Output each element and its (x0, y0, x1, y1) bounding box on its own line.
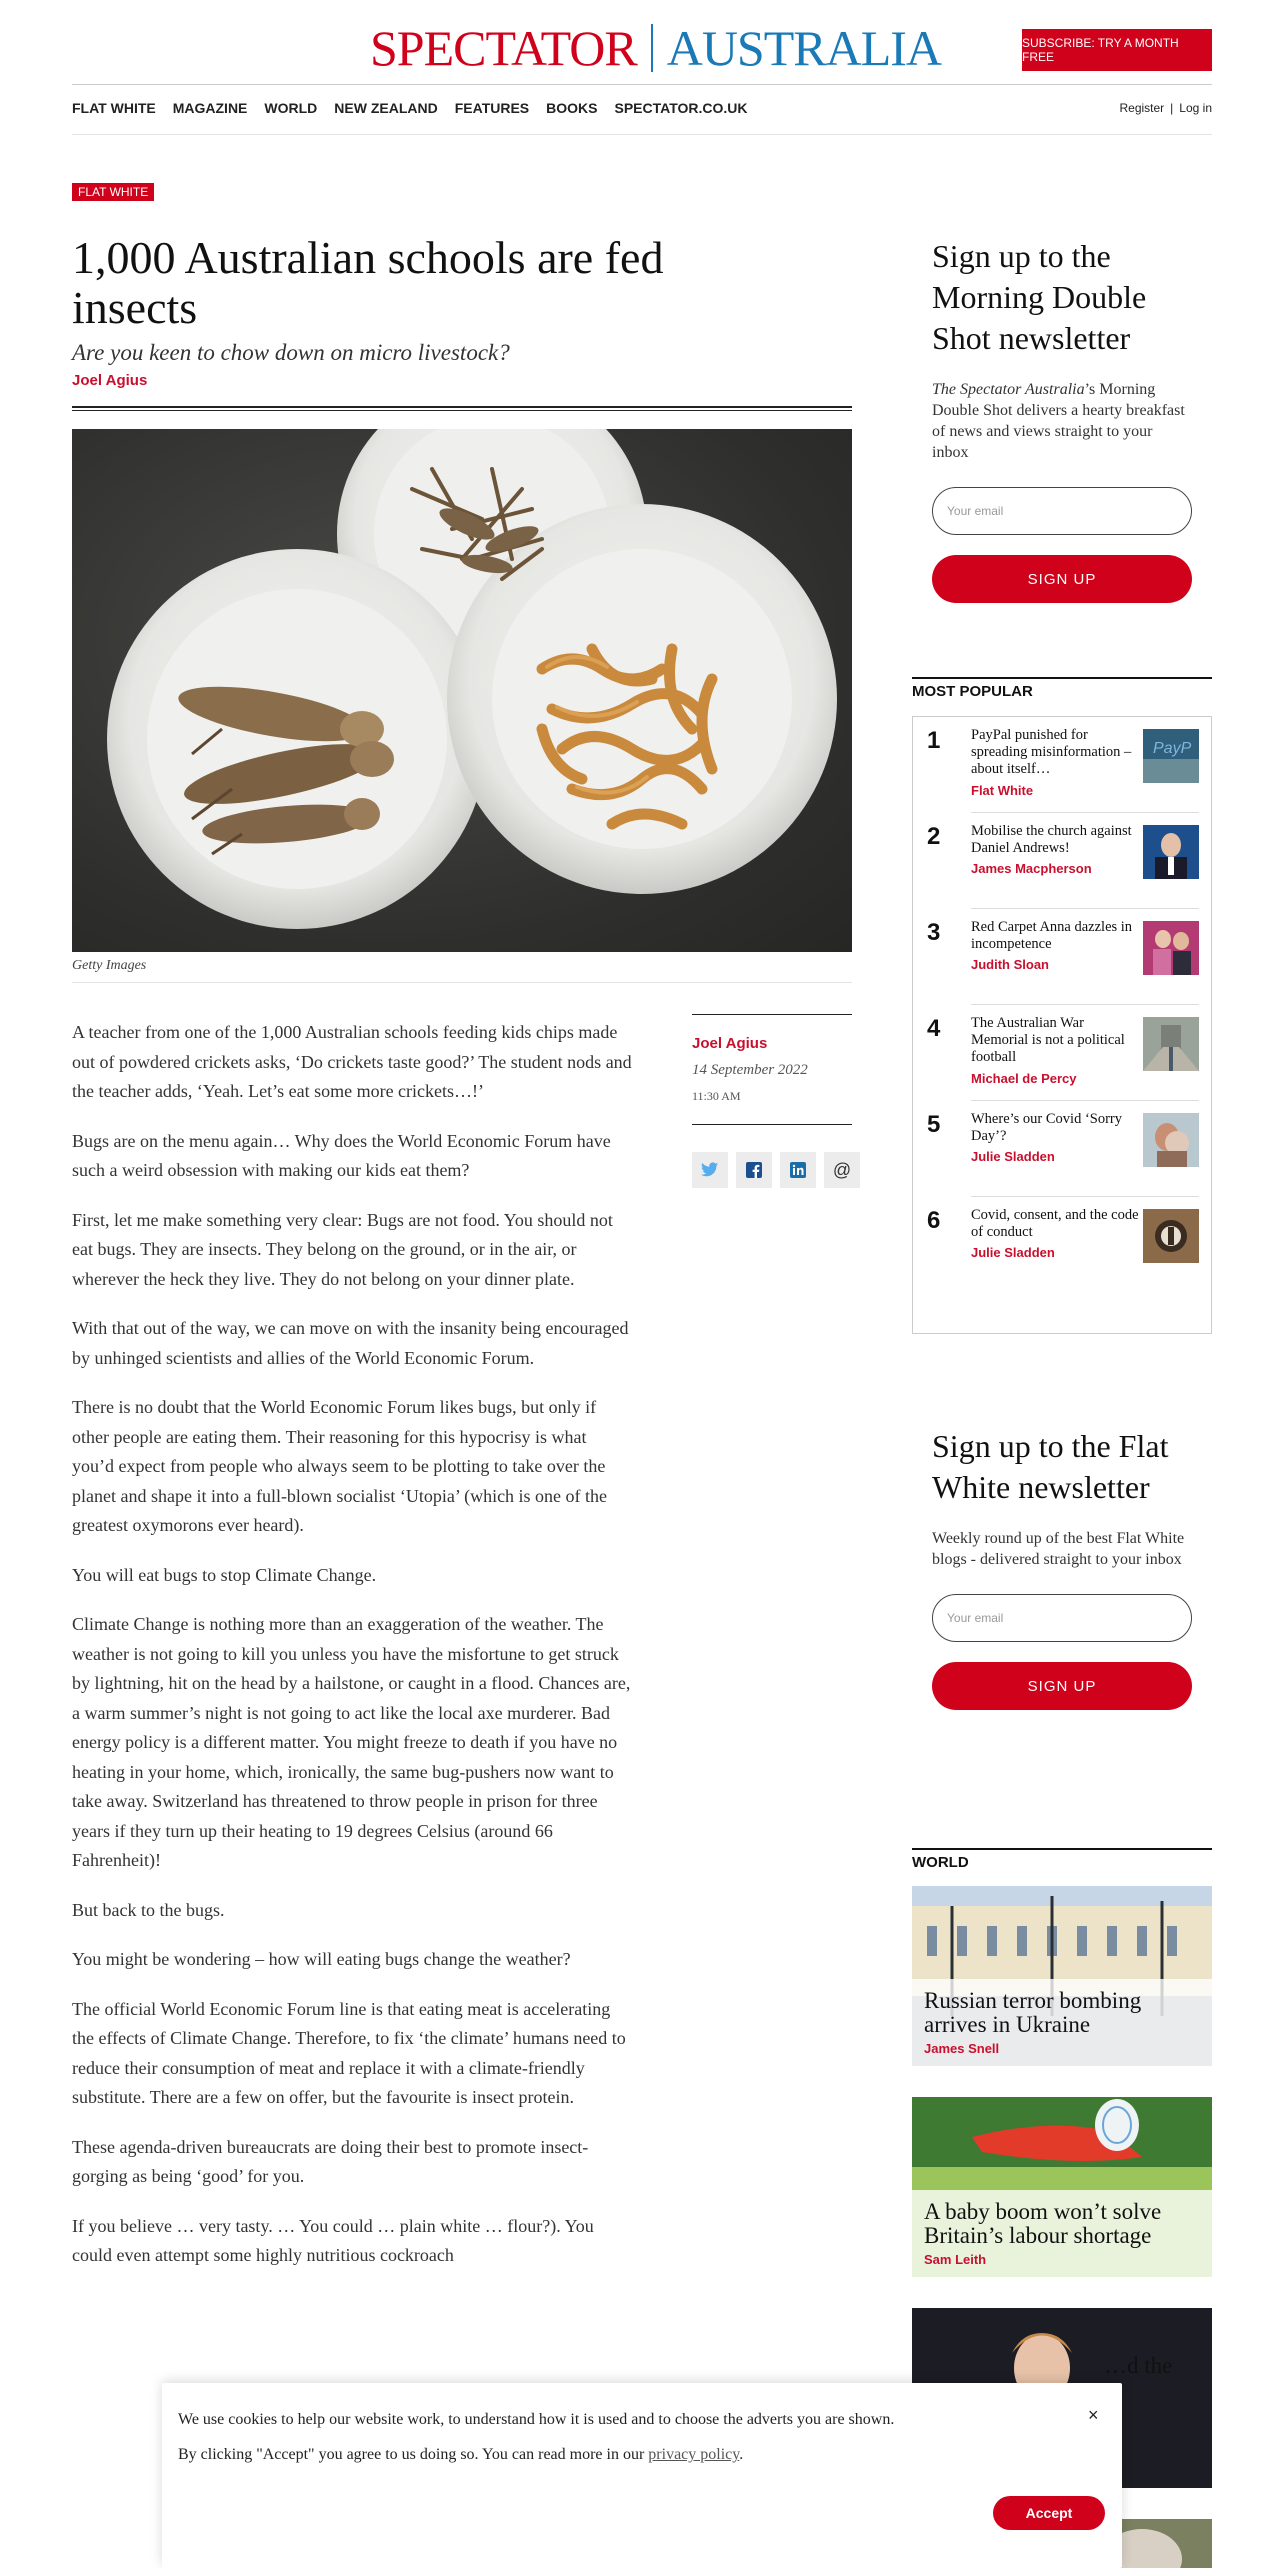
share-email-button[interactable] (824, 1152, 860, 1188)
popular-item-title[interactable]: Mobilise the church against Daniel Andrews! (971, 823, 1132, 856)
most-popular-item[interactable] (927, 1197, 1199, 1293)
nav-spectator-co-uk[interactable]: SPECTATOR.CO.UK (614, 100, 748, 116)
world-card-title[interactable]: Russian terror bombing arrives in Ukraine (924, 1988, 1142, 2037)
newsletter-email-input[interactable]: Your email (932, 1594, 1192, 1642)
facebook-icon (746, 1162, 762, 1178)
cookie-consent-text (178, 2446, 743, 2464)
world-card-author[interactable]: James Snell (924, 2041, 1000, 2056)
subscribe-button[interactable]: SUBSCRIBE: TRY A MONTH FREE (1022, 29, 1212, 71)
cookie-consent-banner (162, 2383, 1122, 2568)
most-popular-item[interactable] (927, 1101, 1199, 1197)
register-link[interactable]: Register (1119, 101, 1165, 115)
nav-flat-white[interactable]: FLAT WHITE (72, 100, 156, 116)
share-linkedin-button[interactable] (780, 1152, 816, 1188)
insect-bowls-illustration (72, 429, 852, 952)
article-paragraph: With that out of the way, we can move on with the insanity being encouraged by unhinged scientists and allies of the World Economic Forum. (72, 1318, 629, 1368)
logo-spectator: SPECTATOR (370, 20, 637, 76)
cookie-consent-prefix: By clicking "Accept" you agree to us doing so. You can read more in our (178, 2446, 649, 2463)
popular-item-thumbnail (1143, 825, 1199, 879)
privacy-policy-link[interactable]: privacy policy (648, 2446, 740, 2463)
email-icon: @ (832, 1159, 852, 1180)
newsletter-signup-button[interactable]: SIGN UP (932, 1662, 1192, 1710)
world-card-overlay (1092, 2344, 1212, 2388)
share-facebook-button[interactable] (736, 1152, 772, 1188)
article-paragraph: First, let me make something very clear: Bugs are not food. You should not eat bugs. They are insects. They belong on the ground, or in the air, or wherever the heck they live. They do not belong on your dinner plate. (72, 1209, 613, 1289)
nav-divider (72, 134, 1212, 135)
article-paragraph: These agenda-driven bureaucrats are doing their best to promote insect-gorging as being ‘good’ for you. (72, 2136, 589, 2186)
rank-number: 3 (927, 919, 941, 946)
accept-cookies-button[interactable]: Accept (993, 2496, 1105, 2530)
newsletter-signup-flat-white (912, 1426, 1212, 1710)
logo-divider (651, 24, 653, 72)
linkedin-icon (790, 1162, 806, 1178)
nav-world[interactable]: WORLD (264, 100, 318, 116)
meta-time: 11:30 AM (692, 1089, 741, 1103)
newsletter-description-publication: The Spectator Australia (932, 381, 1085, 398)
most-popular-list (912, 716, 1212, 1334)
masthead (0, 0, 1284, 84)
rank-number: 5 (927, 1111, 941, 1138)
twitter-icon (701, 1162, 719, 1178)
world-section-heading: WORLD (912, 1848, 1212, 1871)
world-article-card[interactable] (912, 1886, 1212, 2066)
most-popular-item[interactable] (927, 1005, 1199, 1101)
world-card-overlay (912, 1979, 1212, 2066)
popular-item-thumbnail (1143, 729, 1199, 783)
section-tag[interactable]: FLAT WHITE (72, 183, 154, 201)
newsletter-signup-morning-double-shot (912, 236, 1212, 603)
popular-item-title[interactable]: Covid, consent, and the code of conduct (971, 1207, 1139, 1240)
world-card-overlay (912, 2190, 1212, 2277)
popular-item-author[interactable]: Flat White (971, 783, 1034, 798)
most-popular-item[interactable] (927, 813, 1199, 909)
nav-books[interactable]: BOOKS (546, 100, 598, 116)
article-paragraph: Bugs are on the menu again… Why does the World Economic Forum have such a weird obsession with making our kids eat them? (72, 1130, 611, 1180)
meta-date: 14 September 2022 (692, 1062, 808, 1078)
article-title: 1,000 Australian schools are fed insects (72, 232, 664, 333)
main-nav (72, 100, 748, 116)
popular-item-author[interactable]: Michael de Percy (971, 1071, 1077, 1086)
popular-item-thumbnail (1143, 921, 1199, 975)
popular-item-thumbnail (1143, 1209, 1199, 1263)
article-paragraph: The official World Economic Forum line is that eating meat is accelerating the effects of Climate Change. Therefore, to fix ‘the climate’ humans need to reduce their consumption of meat and replace it with a climate-friendly substitute. There are a few on offer, but the favourite is insect protein. (72, 1998, 626, 2107)
world-article-card[interactable] (912, 2097, 1212, 2277)
article-paragraph: If you believe … very tasty. … You could … plain white … flour?). You could even attempt some highly nutritious cockroach (72, 2215, 594, 2265)
nav-magazine[interactable]: MAGAZINE (172, 100, 248, 116)
world-card-title[interactable]: A baby boom won’t solve Britain’s labour shortage (924, 2199, 1162, 2248)
rank-number: 6 (927, 1207, 941, 1234)
rank-number: 2 (927, 823, 941, 850)
popular-item-author[interactable]: Judith Sloan (971, 957, 1049, 972)
auth-divider: | (1170, 101, 1174, 115)
title-double-rule (72, 406, 852, 411)
popular-item-author[interactable]: Julie Sladden (971, 1149, 1055, 1164)
article-body (72, 1018, 632, 2291)
popular-item-title[interactable]: PayPal punished for spreading misinformation – about itself… (971, 727, 1132, 777)
newsletter-signup-button[interactable]: SIGN UP (932, 555, 1192, 603)
newsletter-description (912, 379, 1212, 463)
article-paragraph: But back to the bugs. (72, 1899, 225, 1920)
article-paragraph: You might be wondering – how will eating bugs change the weather? (72, 1949, 571, 1969)
header-divider (72, 84, 1212, 85)
article-hero-image (72, 429, 852, 952)
cookie-consent-suffix: . (739, 2446, 744, 2463)
newsletter-email-input[interactable]: Your email (932, 487, 1192, 535)
newsletter-title: Sign up to the Morning Double Shot newsletter (932, 238, 1147, 356)
meta-author[interactable]: Joel Agius (692, 1035, 768, 1052)
article-paragraph: A teacher from one of the 1,000 Australian schools feeding kids chips made out of powdered crickets asks, ‘Do crickets taste good?’ The student nods and the teacher adds, ‘Yeah. Let’s eat some more crickets…!’ (72, 1022, 632, 1101)
popular-item-title[interactable]: Where’s our Covid ‘Sorry Day’? (971, 1111, 1123, 1144)
popular-item-author[interactable]: Julie Sladden (971, 1245, 1055, 1260)
article-meta (692, 1014, 852, 1125)
rank-number: 1 (927, 727, 941, 754)
popular-item-title[interactable]: The Australian War Memorial is not a political football (971, 1015, 1125, 1065)
newsletter-description-text: ’s Morning Double Shot delivers a hearty breakfast of news and views straight to your inbox (932, 381, 1185, 461)
newsletter-title: Sign up to the Flat White newsletter (932, 1428, 1169, 1505)
most-popular-heading: MOST POPULAR (912, 677, 1212, 700)
nav-new-zealand[interactable]: NEW ZEALAND (334, 100, 438, 116)
share-buttons (692, 1152, 860, 1188)
close-icon[interactable]: × (1088, 2405, 1099, 2425)
most-popular-item[interactable] (927, 717, 1199, 813)
auth-links (1119, 101, 1212, 115)
logo-australia: AUSTRALIA (666, 20, 942, 76)
article-standfirst: Are you keen to chow down on micro livestock? (72, 340, 510, 365)
image-caption: Getty Images (72, 958, 147, 973)
popular-item-thumbnail (1143, 1113, 1199, 1167)
caption-divider (72, 982, 852, 983)
popular-item-author[interactable]: James Macpherson (971, 861, 1092, 876)
popular-item-thumbnail (1143, 1017, 1199, 1071)
meta-rule-bottom (692, 1124, 852, 1125)
nav-features[interactable]: FEATURES (454, 100, 530, 116)
newsletter-description: Weekly round up of the best Flat White blogs - delivered straight to your inbox (932, 1530, 1185, 1568)
world-card-author[interactable]: Sam Leith (924, 2252, 987, 2267)
world-card-title[interactable]: …d the (1104, 2353, 1173, 2378)
article-byline[interactable]: Joel Agius (72, 372, 148, 389)
share-twitter-button[interactable] (692, 1152, 728, 1188)
login-link[interactable]: Log in (1179, 101, 1212, 115)
most-popular-item[interactable] (927, 909, 1199, 1005)
meta-rule-top (692, 1014, 852, 1015)
cookie-message: We use cookies to help our website work, to understand how it is used and to choose the adverts you are shown. (178, 2411, 895, 2428)
spectator-australia-logo[interactable] (370, 20, 941, 76)
article-paragraph: Climate Change is nothing more than an exaggeration of the weather. The weather is not going to kill you unless you have the misfortune to get struck by lightning, hit on the head by a hailstone, or caught in a flood. Chances are, a warm summer’s night is not going to act like the local axe murderer. Bad energy policy is a different matter. You might freeze to death if you have no heating in your home, which, ironically, the same bug-pushers now want to take away. Switzerland has threatened to throw people in prison for three years if they turn up their heating to 19 degrees Celsius (around 66 Fahrenheit)! (72, 1614, 631, 1870)
article-paragraph: You will eat bugs to stop Climate Change. (72, 1564, 377, 1585)
popular-item-title[interactable]: Red Carpet Anna dazzles in incompetence (971, 919, 1133, 952)
svg-text:PayP: PayP (1153, 740, 1192, 757)
rank-number: 4 (927, 1015, 941, 1042)
article-paragraph: There is no doubt that the World Economic Forum likes bugs, but only if other people are eating them. Their reasoning for this hypocrisy is what you’d expect from people who always seem to be plotting to take over the planet and shape it into a full-blown socialist ‘Utopia’ (which is one of the greatest oxymorons ever heard). (72, 1397, 608, 1535)
